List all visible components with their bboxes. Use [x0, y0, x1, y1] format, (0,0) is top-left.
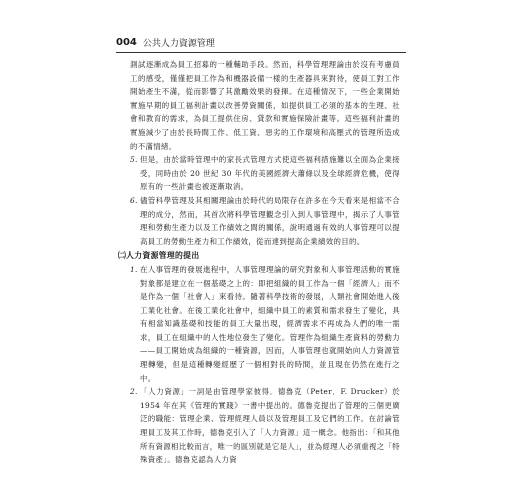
list-marker: 2.: [130, 387, 138, 397]
book-title: 公共人力資源管理: [142, 39, 215, 49]
list-marker: 5.: [130, 155, 138, 165]
intro-paragraph: 測試逐漸成為員工招募的一種輔助手段。然而，科學管理理論由於沒有考慮員工的感受，僅僅把員工作為和機器設備一樣的生產器具來對待，使員工對工作開始產生不滿，從而影響了其激勵效果的發揮。在這種情況下，一些企業開始實施早期的員工福利計畫以改善勞資關係，如提供員工必須的基本的生理、社會和教育的需求，為員工提供住房、貸款和實施保險計畫等。這些福利計畫的實施減少了由於長時間工作、低工資、惡劣的工作環境和高壓式的管理所造成的不滿情緒。: [130, 60, 400, 151]
list-item-6: [130, 194, 400, 248]
list-text: 但是，由於當時管理中的家長式管理方式使這些福利措施難以全面為企業接受，同時由於 20 世紀 30 年代的美國經濟大蕭條以及全球經濟危機，使得原有的一些計畫也被逐漸取消。: [140, 155, 400, 192]
list-marker: 1.: [130, 264, 138, 274]
list-item-2: [130, 385, 400, 467]
list-item-1: [130, 263, 400, 385]
page-number: 004: [116, 37, 137, 48]
list-text: 「人力資源」一詞是由管理學家彼得．德魯克（Peter．F. Drucker）於 1954 年在其《管理的實踐》一書中提出的。德魯克提出了管理的三個更廣泛的職能：管理企業、管理經理人員以及管理員工及它們的工作。在討論管理員工及其工作時，德魯克引入了「人力資源」這一概念。他指出：「和其他所有資源相比較而言，唯一的區別就是它是人」，並為經理人必須重視之「特殊資產」。德魯克認為人力資: [140, 387, 400, 465]
running-header: [116, 36, 406, 53]
list-item-5: [130, 153, 400, 194]
page-body: [116, 58, 400, 467]
section-heading: ㈡人力資源管理的提出: [118, 251, 200, 261]
list-marker: 6.: [130, 195, 138, 205]
list-text: 在人事管理的發展進程中，人事管理理論的研究對象和人事管理活動的實施對象都是建立在一個基礎之上的：即把組織的員工作為一個「經濟人」而不是作為一個「社會人」來看待。隨著科學技術的發展，人類社會開始進入後工業化社會。在後工業化社會中，組織中員工的素質和需求發生了變化，具有相當知識基礎和技能的員工大量出現，經濟需求不再成為人們的唯一需求，員工在組織中的人性地位發生了變化。管理作為組織生產資料的勞動力——員工開始成為組織的一種資源，因而，人事管理也就開始向人力資源管理轉變，但是這種轉變經歷了一個相對長的時間，並且現在仍然在進行之中。: [140, 264, 400, 383]
list-text: 儘管科學管理及其相關理論由於時代的局限存在許多在今天看來是相當不合理的成分，然而，其首次將科學管理觀念引入到人事管理中，揭示了人事管理和勞動生產力以及工作績效之間的關係，說明通過有效的人事管理可以提高員工的勞動生產力和工作績效，從而達到提高企業績效的目的。: [140, 195, 400, 246]
